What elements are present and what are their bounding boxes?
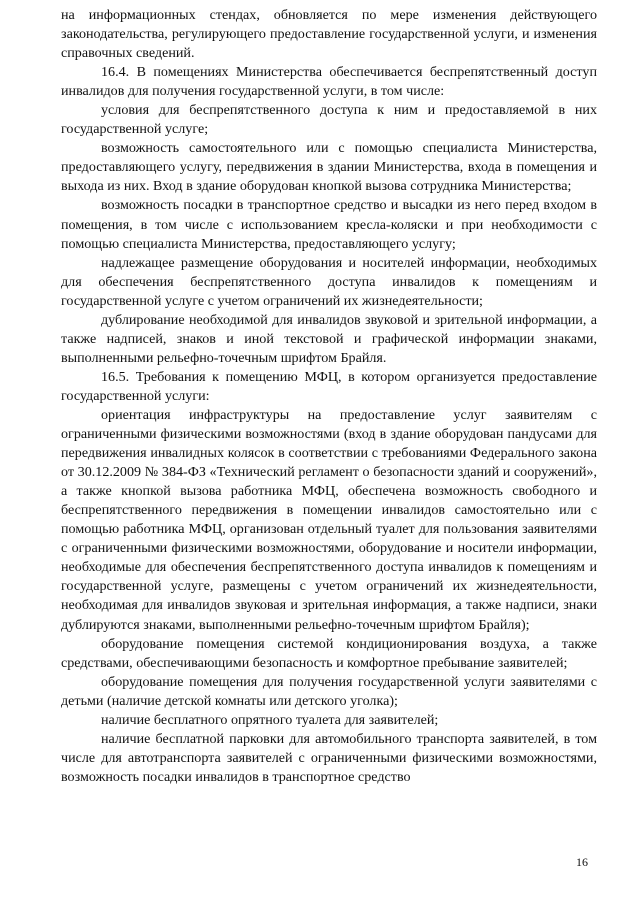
- paragraph-16-4: 16.4. В помещениях Министерства обеспечивается беспрепятственный доступ инвалидов для получения государственной услуги, в том числе:: [61, 64, 597, 100]
- paragraph-16-5: 16.5. Требования к помещению МФЦ, в котором организуется предоставление государственной услуги:: [61, 368, 597, 404]
- paragraph-children-room: оборудование помещения для получения государственной услуги заявителями с детьми (наличие детской комнаты или детского уголка);: [61, 673, 597, 709]
- paragraph-toilet: наличие бесплатного опрятного туалета для заявителей;: [101, 711, 439, 728]
- paragraph-parking: наличие бесплатной парковки для автомобильного транспорта заявителей, в том числе для автотранспорта заявителей с ограниченными физическими возможностями, возможность посадки инвалидов в транспортное средство: [61, 730, 597, 785]
- paragraph-air-conditioning: оборудование помещения системой кондиционирования воздуха, а также средствами, обеспечивающими безопасность и комфортное пребывание заявителей;: [61, 635, 597, 671]
- paragraph-braille-duplication: дублирование необходимой для инвалидов звуковой и зрительной информации, а также надписей, знаков и иной текстовой и графической информации знаками, выполненными рельефно-точечным шрифтом Брайля.: [61, 311, 597, 366]
- paragraph-movement: возможность самостоятельного или с помощью специалиста Министерства, предоставляющего услугу, передвижения в здании Министерства, входа в помещения и выхода из них. Вход в здание оборудован кнопкой вызова сотрудника Министерства;: [61, 140, 597, 195]
- paragraph-access-conditions: условия для беспрепятственного доступа к ним и предоставляемой в них государственной услуге;: [61, 102, 597, 138]
- body-text: [61, 6, 597, 787]
- page-number: 16: [576, 855, 588, 869]
- paragraph-continuation: на информационных стендах, обновляется по мере изменения действующего законодательства, регулирующего предоставление государственной услуги, и изменения справочных сведений.: [61, 7, 597, 62]
- paragraph-transport-boarding: возможность посадки в транспортное средство и высадки из него перед входом в помещения, в том числе с использованием кресла-коляски и при необходимости с помощью специалиста Министерства, предоставляющего услугу;: [61, 197, 597, 252]
- paragraph-infrastructure: ориентация инфраструктуры на предоставление услуг заявителям с ограниченными физическими возможностями (вход в здание оборудован пандусами для передвижения инвалидных колясок в соответствии с требованиями Федерального закона от 30.12.2009 № 384-ФЗ «Технический регламент о безопасности зданий и сооружений», а также кнопкой вызова работника МФЦ, обеспечена возможность свободного и беспрепятственного передвижения в помещении инвалидов самостоятельно или с помощью работника МФЦ, организован отдельный туалет для пользования заявителями с ограниченными физическими возможностями, оборудование и носители информации, необходимые для обеспечения беспрепятственного доступа инвалидов к помещениям и государственной услуге, размещены с учетом ограничений их жизнедеятельности, необходимая для инвалидов звуковая и зрительная информация, а также надписи, знаки дублируются знаками, выполненными рельефно-точечным шрифтом Брайля);: [61, 406, 597, 633]
- paragraph-equipment-placement: надлежащее размещение оборудования и носителей информации, необходимых для обеспечения беспрепятственного доступа инвалидов к помещениям и государственной услуге с учетом ограничений их жизнедеятельности;: [61, 254, 597, 309]
